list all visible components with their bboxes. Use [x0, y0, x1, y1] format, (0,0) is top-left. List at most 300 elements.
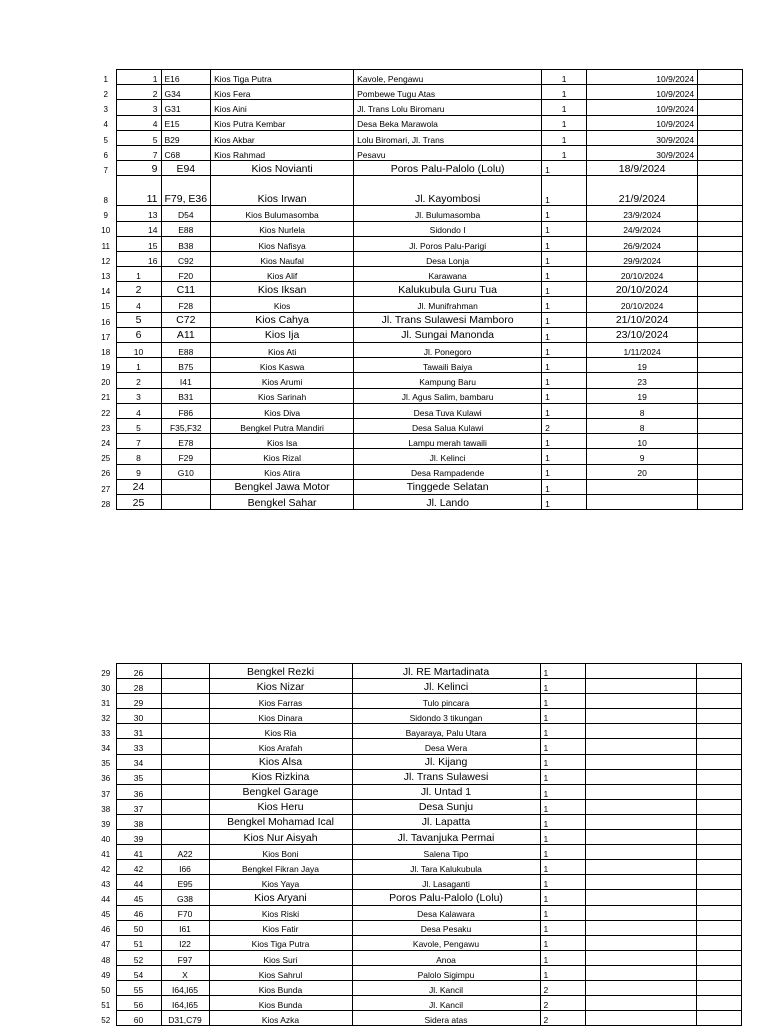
row-number: 37: [101, 789, 111, 799]
row-number: 17: [101, 332, 111, 342]
cell-address: Desa Sunju: [352, 799, 540, 814]
cell-address: Desa Wera: [352, 739, 540, 754]
cell-qty: 1: [540, 950, 585, 965]
cell-date: 29/9/2024: [587, 251, 698, 266]
cell-no: 6: [116, 327, 161, 342]
cell-no: 26: [116, 664, 161, 679]
cell-code: F97: [161, 950, 209, 965]
cell-name: Kios Putra Kembar: [211, 115, 354, 130]
cell-empty: [698, 479, 743, 494]
cell-name: Kios Nizar: [209, 679, 352, 694]
cell-empty: [585, 875, 696, 890]
cell-qty: 1: [542, 236, 587, 251]
cell-no: 4: [116, 403, 161, 418]
cell-address: Jl. Lapatta: [352, 814, 540, 829]
cell-empty: [698, 145, 743, 160]
cell-no: 36: [116, 784, 161, 799]
cell-code: A11: [161, 327, 211, 342]
cell-qty: 2: [542, 418, 587, 433]
cell-address: Jl. Tara Kalukubula: [352, 860, 540, 875]
cell-code: F29: [161, 449, 211, 464]
row-number: 6: [103, 150, 108, 160]
cell-qty: 1: [540, 724, 585, 739]
cell-no: 54: [116, 965, 161, 980]
table-row: [96, 130, 743, 145]
cell-code: C68: [161, 145, 211, 160]
cell-code: F20: [161, 267, 211, 282]
table-row: [96, 115, 743, 130]
cell-empty: [696, 1011, 741, 1026]
cell-date: 8: [587, 403, 698, 418]
cell-address: Jl. Munifrahman: [354, 297, 542, 312]
cell-no: 2: [116, 282, 161, 297]
row-number: 23: [101, 423, 111, 433]
cell-name: Kios Naufal: [211, 251, 354, 266]
cell-code: I41: [161, 373, 211, 388]
table-row: [96, 664, 741, 679]
cell-empty: [696, 890, 741, 905]
row-number: 11: [101, 241, 110, 251]
table-row: [96, 769, 741, 784]
row-number: 46: [101, 925, 111, 935]
cell-code: D31,C79: [161, 1011, 209, 1026]
table-row: [96, 434, 743, 449]
cell-qty: 1: [542, 145, 587, 160]
row-number: 51: [101, 1000, 111, 1010]
cell-code: B29: [161, 130, 211, 145]
cell-qty: 1: [542, 388, 587, 403]
cell-no: 5: [116, 312, 161, 327]
cell-empty: [698, 434, 743, 449]
cell-address: Jl. Kijang: [352, 754, 540, 769]
cell-qty: 1: [542, 327, 587, 342]
cell-empty: [696, 875, 741, 890]
row-number: 2: [103, 90, 108, 100]
cell-address: Jl. Lando: [354, 494, 542, 509]
cell-address: Sidondo 3 tikungan: [352, 709, 540, 724]
row-number: 28: [101, 499, 111, 509]
cell-empty: [698, 236, 743, 251]
cell-qty: 1: [540, 830, 585, 845]
cell-qty: 1: [540, 845, 585, 860]
cell-empty: [696, 799, 741, 814]
cell-empty: [585, 965, 696, 980]
cell-no: 39: [116, 830, 161, 845]
cell-empty: [698, 100, 743, 115]
cell-qty: 1: [542, 176, 587, 206]
cell-name: Kios Sahrul: [209, 965, 352, 980]
cell-empty: [696, 769, 741, 784]
cell-qty: 1: [542, 85, 587, 100]
row-number: 13: [101, 271, 111, 281]
cell-no: 37: [116, 799, 161, 814]
cell-empty: [585, 799, 696, 814]
sheet-table-upper: [96, 69, 743, 510]
row-number: 42: [101, 865, 111, 875]
cell-date: 10/9/2024: [587, 115, 698, 130]
cell-date: 10: [587, 434, 698, 449]
row-number: 3: [103, 105, 108, 115]
row-number: 20: [101, 378, 111, 388]
cell-address: Jl. Tavanjuka Permai: [352, 830, 540, 845]
cell-name: Bengkel Putra Mandiri: [211, 418, 354, 433]
table-row: [96, 830, 741, 845]
table-row: [96, 724, 741, 739]
cell-name: Kios Diva: [211, 403, 354, 418]
cell-code: E95: [161, 875, 209, 890]
cell-name: Bengkel Rezki: [209, 664, 352, 679]
cell-empty: [585, 996, 696, 1011]
cell-empty: [696, 950, 741, 965]
cell-no: 24: [116, 479, 161, 494]
cell-code: E88: [161, 221, 211, 236]
cell-name: Kios Bunda: [209, 980, 352, 995]
cell-name: Kios Tiga Putra: [211, 70, 354, 85]
row-number: 31: [101, 698, 111, 708]
cell-address: Poros Palu-Palolo (Lolu): [354, 161, 542, 176]
cell-name: Bengkel Sahar: [211, 494, 354, 509]
table-row: [96, 694, 741, 709]
cell-qty: 1: [542, 464, 587, 479]
cell-address: Jl. Sungai Manonda: [354, 327, 542, 342]
cell-address: Karawana: [354, 267, 542, 282]
table-row: [96, 950, 741, 965]
cell-qty: 1: [542, 100, 587, 115]
cell-empty: [696, 845, 741, 860]
table-row: [96, 100, 743, 115]
cell-empty: [696, 664, 741, 679]
row-number: 49: [101, 970, 111, 980]
table-row: [96, 784, 741, 799]
cell-address: Lolu Biromari, Jl. Trans: [354, 130, 542, 145]
cell-no: 29: [116, 694, 161, 709]
cell-qty: 1: [540, 709, 585, 724]
cell-no: 34: [116, 754, 161, 769]
row-number: 50: [101, 985, 111, 995]
cell-qty: 1: [540, 784, 585, 799]
cell-code: F70: [161, 905, 209, 920]
cell-address: Jl. Lasaganti: [352, 875, 540, 890]
row-number: 30: [101, 683, 111, 693]
table-row: [96, 418, 743, 433]
table-row: [96, 327, 743, 342]
cell-code: C92: [161, 251, 211, 266]
table-row: [96, 358, 743, 373]
cell-address: Jl. Poros Palu-Parigi: [354, 236, 542, 251]
cell-empty: [585, 920, 696, 935]
cell-name: Kios Iksan: [211, 282, 354, 297]
cell-name: Kios Isa: [211, 434, 354, 449]
cell-qty: 1: [542, 161, 587, 176]
table-row: [96, 965, 741, 980]
cell-qty: 1: [540, 694, 585, 709]
cell-address: Poros Palu-Palolo (Lolu): [352, 890, 540, 905]
row-number: 35: [101, 759, 111, 769]
cell-no: 7: [116, 434, 161, 449]
cell-qty: 1: [540, 664, 585, 679]
table-row: [96, 373, 743, 388]
cell-address: Salena Tipo: [352, 845, 540, 860]
table-row: [96, 449, 743, 464]
cell-qty: 1: [542, 358, 587, 373]
row-number: 10: [101, 226, 111, 236]
cell-no: 52: [116, 950, 161, 965]
cell-name: Kios Ija: [211, 327, 354, 342]
row-number: 26: [101, 469, 111, 479]
cell-address: Jl. Bulumasomba: [354, 206, 542, 221]
cell-empty: [698, 176, 743, 206]
cell-address: Jl. Untad 1: [352, 784, 540, 799]
cell-no: 2: [116, 85, 161, 100]
table-row: [96, 905, 741, 920]
cell-qty: 1: [540, 935, 585, 950]
cell-no: 25: [116, 494, 161, 509]
cell-address: Tulo pincara: [352, 694, 540, 709]
table-row: [96, 161, 743, 176]
table-row: [96, 709, 741, 724]
row-number: 41: [101, 849, 111, 859]
cell-empty: [698, 494, 743, 509]
cell-empty: [585, 769, 696, 784]
cell-date: [587, 494, 698, 509]
cell-date: 21/9/2024: [587, 176, 698, 206]
cell-date: 10/9/2024: [587, 70, 698, 85]
cell-empty: [585, 905, 696, 920]
cell-code: C11: [161, 282, 211, 297]
cell-name: Kios Bunda: [209, 996, 352, 1011]
cell-name: Kios Farras: [209, 694, 352, 709]
cell-empty: [585, 694, 696, 709]
cell-empty: [696, 905, 741, 920]
cell-address: Palolo Sigimpu: [352, 965, 540, 980]
cell-empty: [698, 130, 743, 145]
cell-qty: 1: [542, 115, 587, 130]
cell-empty: [696, 814, 741, 829]
cell-qty: 1: [540, 799, 585, 814]
cell-address: Desa Tuva Kulawi: [354, 403, 542, 418]
cell-empty: [585, 664, 696, 679]
cell-qty: 1: [540, 814, 585, 829]
cell-no: 3: [116, 100, 161, 115]
row-number: 36: [101, 774, 111, 784]
cell-code: D54: [161, 206, 211, 221]
cell-qty: 1: [542, 282, 587, 297]
cell-code: [161, 494, 211, 509]
cell-no: 1: [116, 358, 161, 373]
cell-address: Jl. Ponegoro: [354, 343, 542, 358]
cell-empty: [698, 85, 743, 100]
table-row: [96, 403, 743, 418]
cell-code: X: [161, 965, 209, 980]
cell-name: Kios Heru: [209, 799, 352, 814]
table-row: [96, 282, 743, 297]
cell-name: Kios Dinara: [209, 709, 352, 724]
table-row: [96, 267, 743, 282]
cell-address: Desa Beka Marawola: [354, 115, 542, 130]
cell-name: Bengkel Mohamad Ical: [209, 814, 352, 829]
cell-no: 11: [116, 176, 161, 206]
cell-empty: [698, 358, 743, 373]
cell-no: 2: [116, 373, 161, 388]
cell-name: Bengkel Fikran Jaya: [209, 860, 352, 875]
cell-address: Jl. Trans Sulawesi Mamboro: [354, 312, 542, 327]
cell-qty: 1: [542, 343, 587, 358]
table-row: [96, 479, 743, 494]
cell-empty: [698, 267, 743, 282]
cell-address: Kavole, Pengawu: [352, 935, 540, 950]
row-number: 8: [103, 196, 108, 206]
cell-name: Kios Rahmad: [211, 145, 354, 160]
cell-empty: [585, 845, 696, 860]
row-number: 21: [101, 393, 111, 403]
cell-empty: [696, 965, 741, 980]
cell-empty: [585, 754, 696, 769]
cell-address: Kavole, Pengawu: [354, 70, 542, 85]
table-row: [96, 1011, 741, 1026]
table-row: [96, 739, 741, 754]
cell-qty: 1: [540, 679, 585, 694]
table-row: [96, 935, 741, 950]
cell-empty: [585, 814, 696, 829]
row-number: 16: [101, 317, 111, 327]
cell-empty: [696, 920, 741, 935]
cell-date: 18/9/2024: [587, 161, 698, 176]
cell-address: Tinggede Selatan: [354, 479, 542, 494]
cell-address: Jl. Agus Salim, bambaru: [354, 388, 542, 403]
cell-name: Kios Kaswa: [211, 358, 354, 373]
cell-no: 31: [116, 724, 161, 739]
cell-empty: [698, 449, 743, 464]
cell-date: 26/9/2024: [587, 236, 698, 251]
cell-qty: 1: [540, 754, 585, 769]
cell-date: 20/10/2024: [587, 282, 698, 297]
cell-no: 3: [116, 388, 161, 403]
row-number: 7: [103, 166, 108, 176]
row-number: 18: [101, 347, 111, 357]
cell-name: Kios Alif: [211, 267, 354, 282]
cell-empty: [585, 739, 696, 754]
cell-no: 16: [116, 251, 161, 266]
cell-qty: 1: [542, 221, 587, 236]
row-number: 22: [101, 408, 111, 418]
cell-code: E78: [161, 434, 211, 449]
cell-name: Kios Rizal: [211, 449, 354, 464]
cell-address: Desa Rampadende: [354, 464, 542, 479]
cell-empty: [696, 679, 741, 694]
cell-code: [161, 830, 209, 845]
cell-name: Kios Fera: [211, 85, 354, 100]
cell-name: Kios Fatir: [209, 920, 352, 935]
cell-date: [587, 479, 698, 494]
cell-qty: 1: [540, 739, 585, 754]
cell-qty: 1: [542, 449, 587, 464]
cell-empty: [585, 784, 696, 799]
cell-qty: 2: [540, 996, 585, 1011]
table-row: [96, 70, 743, 85]
cell-empty: [698, 221, 743, 236]
cell-name: Kios Cahya: [211, 312, 354, 327]
cell-no: 14: [116, 221, 161, 236]
table-row: [96, 343, 743, 358]
cell-date: 10/9/2024: [587, 100, 698, 115]
cell-no: 4: [116, 297, 161, 312]
cell-empty: [585, 890, 696, 905]
cell-no: 55: [116, 980, 161, 995]
cell-empty: [698, 464, 743, 479]
cell-no: 38: [116, 814, 161, 829]
cell-name: Bengkel Garage: [209, 784, 352, 799]
cell-code: F86: [161, 403, 211, 418]
cell-address: Jl. Kelinci: [352, 679, 540, 694]
cell-address: Jl. Trans Lolu Biromaru: [354, 100, 542, 115]
cell-address: Lampu merah tawaili: [354, 434, 542, 449]
cell-code: B31: [161, 388, 211, 403]
cell-empty: [696, 784, 741, 799]
cell-name: Kios Azka: [209, 1011, 352, 1026]
cell-no: 46: [116, 905, 161, 920]
cell-code: [161, 479, 211, 494]
cell-address: Jl. Kayombosi: [354, 176, 542, 206]
row-number: 14: [101, 287, 111, 297]
cell-name: Kios Suri: [209, 950, 352, 965]
cell-address: Anoa: [352, 950, 540, 965]
cell-code: G31: [161, 100, 211, 115]
cell-code: C72: [161, 312, 211, 327]
cell-code: E15: [161, 115, 211, 130]
cell-qty: 1: [540, 769, 585, 784]
cell-code: [161, 754, 209, 769]
cell-qty: 1: [540, 860, 585, 875]
cell-empty: [585, 950, 696, 965]
cell-name: Kios: [211, 297, 354, 312]
cell-empty: [585, 724, 696, 739]
cell-no: 10: [116, 343, 161, 358]
row-number: 9: [103, 211, 108, 221]
cell-qty: 2: [540, 1011, 585, 1026]
cell-empty: [698, 343, 743, 358]
cell-empty: [698, 251, 743, 266]
table-row: [96, 890, 741, 905]
cell-address: Jl. Trans Sulawesi: [352, 769, 540, 784]
table-row: [96, 845, 741, 860]
table-row: [96, 679, 741, 694]
cell-qty: 1: [540, 965, 585, 980]
cell-qty: 1: [540, 890, 585, 905]
cell-empty: [696, 724, 741, 739]
cell-qty: 1: [542, 297, 587, 312]
cell-address: Desa Lonja: [354, 251, 542, 266]
cell-qty: 1: [542, 434, 587, 449]
cell-address: Jl. Kancil: [352, 996, 540, 1011]
cell-name: Kios Atira: [211, 464, 354, 479]
cell-no: 50: [116, 920, 161, 935]
cell-qty: 1: [542, 70, 587, 85]
table-row: [96, 388, 743, 403]
cell-empty: [696, 830, 741, 845]
cell-code: G38: [161, 890, 209, 905]
cell-code: I66: [161, 860, 209, 875]
cell-no: 56: [116, 996, 161, 1011]
table-row: [96, 221, 743, 236]
cell-code: [161, 769, 209, 784]
cell-qty: 1: [542, 373, 587, 388]
cell-address: Sidera atas: [352, 1011, 540, 1026]
cell-date: 19: [587, 388, 698, 403]
cell-empty: [698, 418, 743, 433]
row-number: 48: [101, 955, 111, 965]
cell-code: [161, 799, 209, 814]
table-row: [96, 297, 743, 312]
